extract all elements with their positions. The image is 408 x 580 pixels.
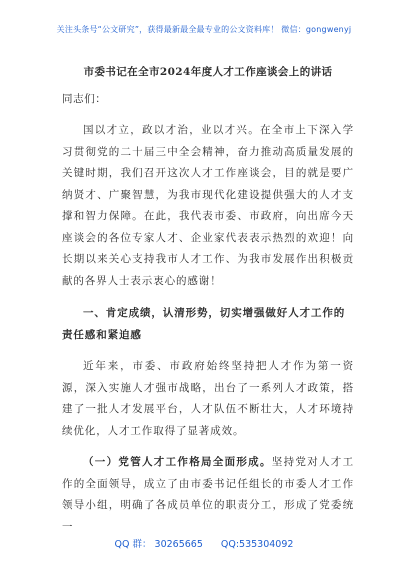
subsection-1-heading: （一）党管人才工作格局全面形成。 (83, 456, 272, 468)
section-1-paragraph: 近年来，市委、市政府始终坚持把人才作为第一资源，深入实施人才强市战略，出台了一系列人才政策，搭建了一批人才发展平台，人才队伍不断壮大，人才环境持续优化，人才工作取得了显著成效。 (62, 360, 354, 437)
document-title: 市委书记在全市2024年度人才工作座谈会上的讲话 (83, 66, 333, 78)
subsection-1-text: 坚持党对人才工作的全面领导，成立了由市委书记任组长的市委人才工作领导小组，明确了各成员单位的职责分工，形成了党委统一 (62, 456, 354, 533)
footer-qq-group: QQ 群： 30265665 (114, 539, 203, 550)
section-1-heading: 一、肯定成绩，认清形势，切实增强做好人才工作的责任感和紧迫感 (62, 307, 346, 341)
salutation: 同志们： (62, 93, 107, 105)
intro-paragraph: 国以才立，政以才治，业以才兴。在全市上下深入学习贯彻党的二十届三中全会精神，奋力推动高质量发展的关键时期，我们召开这次人才工作座谈会，目的就是要广纳贤才、广聚智慧，为我市现代化建设提供强大的人才支撑和智力保障。在此，我代表市委、市政府，向出席今天座谈会的各位专家人才、企业家代表表示热烈的欢迎！向长期以来关心支持我市人才工作、为我市发展作出积极贡献的各界人士表示衷心的感谢！ (62, 124, 354, 287)
document-page (62, 64, 354, 548)
header-banner: 关注头条号“公文研究”，获得最新最全最专业的公文资料库！ 微信：gongwenyj (56, 25, 352, 34)
footer-qq: QQ:535304092 (220, 539, 294, 550)
footer-contact (0, 536, 408, 550)
subsection-1-paragraph (62, 452, 354, 538)
